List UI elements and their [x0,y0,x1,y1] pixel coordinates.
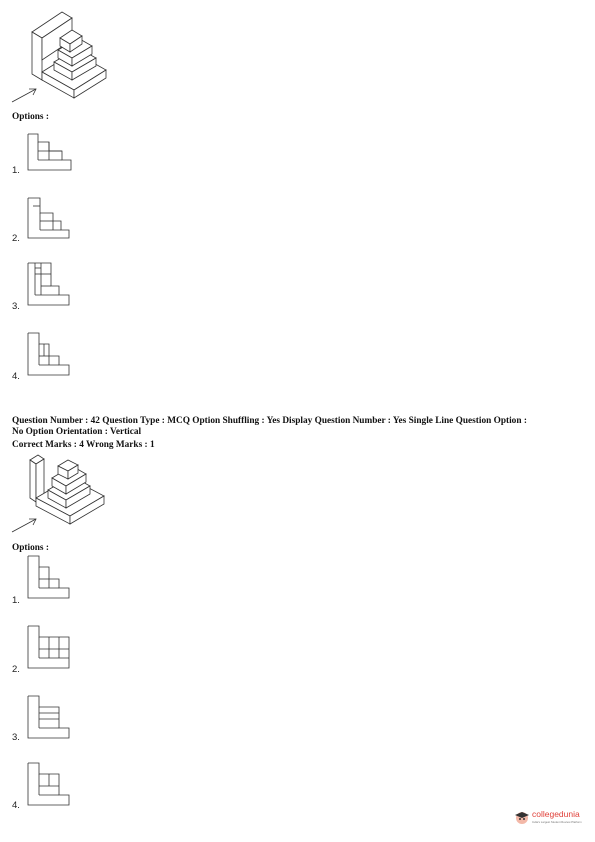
options-label: Options : [12,543,49,553]
q1-option-4-figure [27,332,75,378]
collegedunia-logo[interactable] [514,807,590,831]
question-meta-line-2: No Option Orientation : Vertical [12,426,142,437]
q2-option-1-figure [27,555,75,601]
option-number-2[interactable]: 2. [12,233,20,244]
q2-option-2-figure [27,625,75,671]
logo-wordmark: collegedunia [532,809,580,819]
option-number-2[interactable]: 2. [12,664,20,675]
q1-option-1-figure [27,133,75,173]
graduation-cap-icon [514,809,530,825]
option-number-3[interactable]: 3. [12,732,20,743]
q1-option-2-figure [27,197,75,241]
options-label: Options : [12,112,49,122]
option-number-1[interactable]: 1. [12,595,20,606]
option-number-4[interactable]: 4. [12,800,20,811]
q1-option-3-figure [27,262,75,308]
question-meta-line-1: Question Number : 42 Question Type : MCQ Option Shuffling : Yes Display Question Number : Yes Single Line Question Option : [12,416,527,426]
q2-option-4-figure [27,762,75,808]
view-direction-arrow-icon [10,516,40,536]
logo-tagline: India's Largest Student Review Platform [532,820,582,824]
marks-line: Correct Marks : 4 Wrong Marks : 1 [12,440,155,450]
q2-option-3-figure [27,695,75,741]
option-number-4[interactable]: 4. [12,371,20,382]
option-number-1[interactable]: 1. [12,165,20,176]
question-meta [12,416,587,437]
view-direction-arrow-icon [10,86,40,106]
option-number-3[interactable]: 3. [12,301,20,312]
